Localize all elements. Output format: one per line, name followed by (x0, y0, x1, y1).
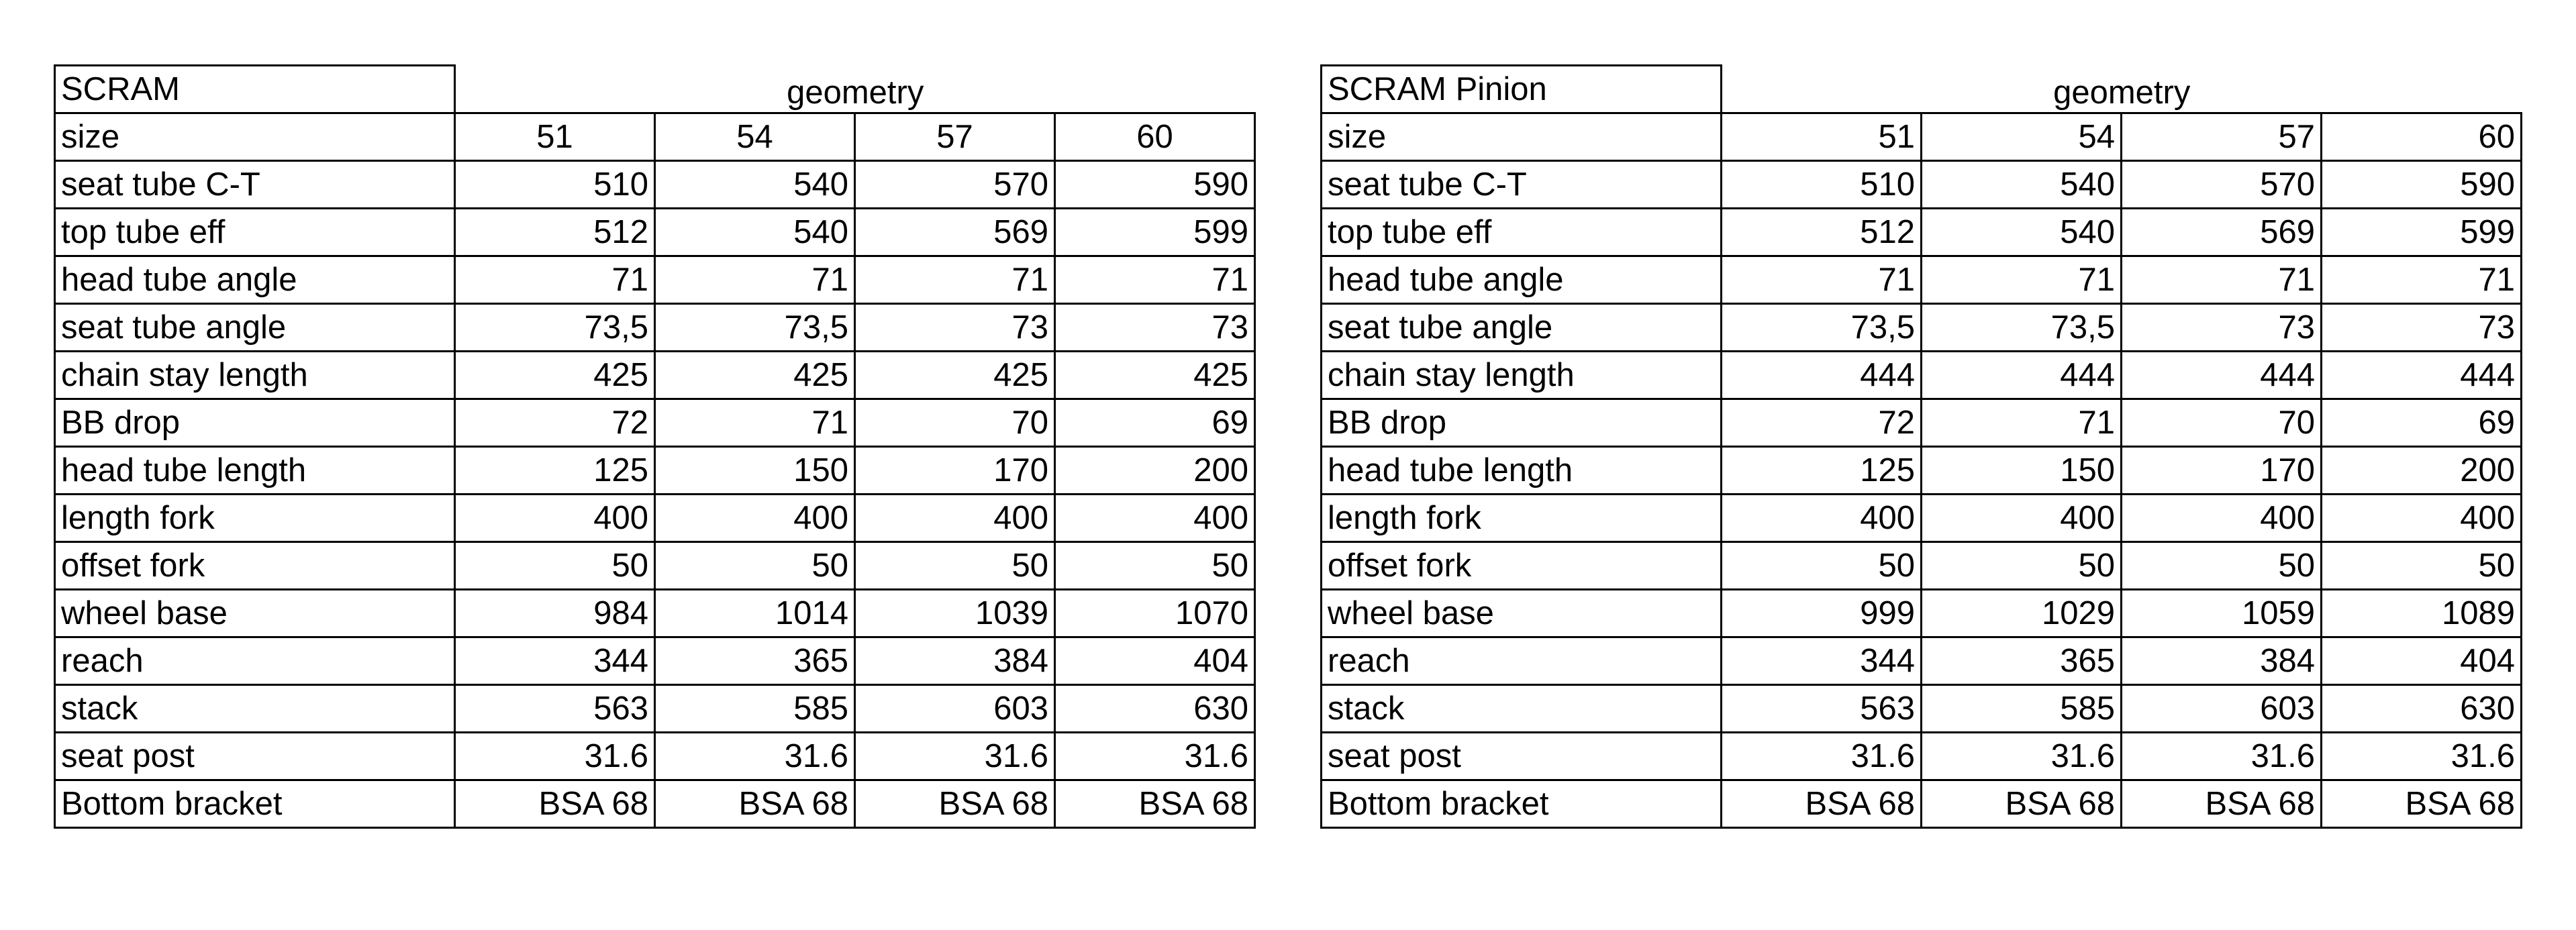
table-row (1322, 685, 2522, 733)
row-label: offset fork (1322, 542, 1722, 590)
value-cell: 603 (2122, 685, 2322, 733)
value-cell: 73,5 (1722, 304, 1922, 352)
value-cell: 569 (855, 209, 1055, 256)
value-cell: 71 (2122, 256, 2322, 304)
header-row (1322, 66, 2522, 113)
row-label: seat tube C-T (55, 161, 455, 209)
value-cell: 569 (2122, 209, 2322, 256)
value-cell: 404 (2322, 637, 2522, 685)
value-cell: 570 (855, 161, 1055, 209)
row-label: head tube length (1322, 447, 1722, 495)
size-header: 60 (2322, 113, 2522, 161)
table-row (1322, 542, 2522, 590)
value-cell: 150 (655, 447, 855, 495)
value-cell: 630 (1055, 685, 1255, 733)
table-row (1322, 304, 2522, 352)
table-row (55, 256, 1255, 304)
value-cell: 71 (655, 399, 855, 447)
value-cell: 984 (455, 590, 655, 637)
geometry-table-body (1322, 66, 2522, 828)
value-cell: 1070 (1055, 590, 1255, 637)
table-row (1322, 447, 2522, 495)
table-row (55, 399, 1255, 447)
value-cell: BSA 68 (2122, 780, 2322, 828)
value-cell: 71 (455, 256, 655, 304)
size-header: 60 (1055, 113, 1255, 161)
row-label: chain stay length (1322, 352, 1722, 399)
value-cell: 73,5 (455, 304, 655, 352)
table-row (55, 542, 1255, 590)
value-cell: 1014 (655, 590, 855, 637)
value-cell: 444 (1722, 352, 1922, 399)
size-header: 54 (655, 113, 855, 161)
value-cell: 50 (455, 542, 655, 590)
value-cell: 70 (855, 399, 1055, 447)
value-cell: BSA 68 (1722, 780, 1922, 828)
value-cell: BSA 68 (1922, 780, 2122, 828)
value-cell: 603 (855, 685, 1055, 733)
value-cell: 400 (1922, 495, 2122, 542)
value-cell: 425 (455, 352, 655, 399)
value-cell: BSA 68 (2322, 780, 2522, 828)
value-cell: 73 (855, 304, 1055, 352)
value-cell: BSA 68 (655, 780, 855, 828)
value-cell: 72 (1722, 399, 1922, 447)
value-cell: 72 (455, 399, 655, 447)
table-title: SCRAM (55, 66, 455, 113)
value-cell: 50 (1922, 542, 2122, 590)
value-cell: 69 (1055, 399, 1255, 447)
value-cell: 170 (2122, 447, 2322, 495)
row-label: wheel base (1322, 590, 1722, 637)
value-cell: 510 (1722, 161, 1922, 209)
row-label: seat post (55, 733, 455, 780)
row-label: length fork (1322, 495, 1722, 542)
value-cell: 71 (2322, 256, 2522, 304)
row-label: stack (1322, 685, 1722, 733)
value-cell: 540 (1922, 209, 2122, 256)
value-cell: 31.6 (1055, 733, 1255, 780)
value-cell: 425 (655, 352, 855, 399)
value-cell: 73 (1055, 304, 1255, 352)
value-cell: 31.6 (855, 733, 1055, 780)
value-cell: 73,5 (1922, 304, 2122, 352)
row-label: Bottom bracket (55, 780, 455, 828)
table-row (1322, 733, 2522, 780)
value-cell: 70 (2122, 399, 2322, 447)
size-header: 51 (1722, 113, 1922, 161)
value-cell: 31.6 (2122, 733, 2322, 780)
table-row (1322, 352, 2522, 399)
row-label: offset fork (55, 542, 455, 590)
value-cell: 540 (655, 161, 855, 209)
value-cell: 599 (1055, 209, 1255, 256)
row-label: head tube length (55, 447, 455, 495)
table-row (55, 304, 1255, 352)
table-row (55, 209, 1255, 256)
table-row (55, 590, 1255, 637)
header-row (55, 66, 1255, 113)
value-cell: BSA 68 (1055, 780, 1255, 828)
table-row (1322, 256, 2522, 304)
value-cell: 540 (1922, 161, 2122, 209)
table-row (1322, 161, 2522, 209)
value-cell: 170 (855, 447, 1055, 495)
value-cell: 73,5 (655, 304, 855, 352)
value-cell: 1059 (2122, 590, 2322, 637)
value-cell: 400 (2122, 495, 2322, 542)
row-label: wheel base (55, 590, 455, 637)
row-label: stack (55, 685, 455, 733)
row-label: BB drop (1322, 399, 1722, 447)
value-cell: BSA 68 (455, 780, 655, 828)
value-cell: 510 (455, 161, 655, 209)
size-header: 54 (1922, 113, 2122, 161)
value-cell: 344 (1722, 637, 1922, 685)
value-cell: 425 (1055, 352, 1255, 399)
size-row (55, 113, 1255, 161)
row-label: seat tube angle (55, 304, 455, 352)
row-label: top tube eff (1322, 209, 1722, 256)
value-cell: 400 (1722, 495, 1922, 542)
table-row (1322, 780, 2522, 828)
value-cell: 1089 (2322, 590, 2522, 637)
value-cell: 71 (1922, 256, 2122, 304)
size-header: 51 (455, 113, 655, 161)
value-cell: 384 (855, 637, 1055, 685)
value-cell: 512 (1722, 209, 1922, 256)
value-cell: 400 (855, 495, 1055, 542)
value-cell: 400 (455, 495, 655, 542)
value-cell: 365 (655, 637, 855, 685)
value-cell: 50 (2122, 542, 2322, 590)
value-cell: 73 (2322, 304, 2522, 352)
row-label: head tube angle (1322, 256, 1722, 304)
size-header: 57 (2122, 113, 2322, 161)
table-row (1322, 399, 2522, 447)
group-label: geometry (1722, 66, 2522, 113)
row-label: top tube eff (55, 209, 455, 256)
value-cell: 400 (1055, 495, 1255, 542)
table-row (1322, 590, 2522, 637)
table-row (1322, 495, 2522, 542)
value-cell: 69 (2322, 399, 2522, 447)
value-cell: 1039 (855, 590, 1055, 637)
value-cell: 344 (455, 637, 655, 685)
value-cell: 444 (2322, 352, 2522, 399)
row-label: chain stay length (55, 352, 455, 399)
value-cell: 71 (855, 256, 1055, 304)
row-label: reach (1322, 637, 1722, 685)
size-header: 57 (855, 113, 1055, 161)
value-cell: 200 (2322, 447, 2522, 495)
table-row (55, 495, 1255, 542)
value-cell: 425 (855, 352, 1055, 399)
value-cell: 50 (2322, 542, 2522, 590)
row-label: seat tube C-T (1322, 161, 1722, 209)
value-cell: 570 (2122, 161, 2322, 209)
geometry-table-scram (54, 64, 1256, 829)
group-label: geometry (455, 66, 1255, 113)
row-label: head tube angle (55, 256, 455, 304)
value-cell: 73 (2122, 304, 2322, 352)
geometry-table-scram-pinion (1320, 64, 2522, 829)
table-row (55, 637, 1255, 685)
value-cell: 50 (1055, 542, 1255, 590)
value-cell: 590 (2322, 161, 2522, 209)
value-cell: 365 (1922, 637, 2122, 685)
value-cell: 71 (1922, 399, 2122, 447)
value-cell: 31.6 (655, 733, 855, 780)
value-cell: 1029 (1922, 590, 2122, 637)
value-cell: 31.6 (1722, 733, 1922, 780)
size-row (1322, 113, 2522, 161)
value-cell: 50 (855, 542, 1055, 590)
value-cell: 31.6 (2322, 733, 2522, 780)
value-cell: 384 (2122, 637, 2322, 685)
value-cell: 200 (1055, 447, 1255, 495)
value-cell: 50 (1722, 542, 1922, 590)
row-label: reach (55, 637, 455, 685)
value-cell: 71 (1055, 256, 1255, 304)
value-cell: 590 (1055, 161, 1255, 209)
table-row (55, 780, 1255, 828)
row-label: BB drop (55, 399, 455, 447)
table-row (55, 161, 1255, 209)
value-cell: 999 (1722, 590, 1922, 637)
value-cell: 512 (455, 209, 655, 256)
value-cell: 599 (2322, 209, 2522, 256)
value-cell: 71 (655, 256, 855, 304)
table-row (55, 447, 1255, 495)
value-cell: 585 (1922, 685, 2122, 733)
value-cell: 125 (1722, 447, 1922, 495)
table-row (55, 733, 1255, 780)
table-row (1322, 209, 2522, 256)
table-title: SCRAM Pinion (1322, 66, 1722, 113)
table-row (1322, 637, 2522, 685)
value-cell: 150 (1922, 447, 2122, 495)
value-cell: 630 (2322, 685, 2522, 733)
value-cell: 71 (1722, 256, 1922, 304)
value-cell: 444 (2122, 352, 2322, 399)
row-label: Bottom bracket (1322, 780, 1722, 828)
value-cell: 563 (455, 685, 655, 733)
value-cell: 585 (655, 685, 855, 733)
value-cell: 400 (655, 495, 855, 542)
row-label: size (1322, 113, 1722, 161)
value-cell: 444 (1922, 352, 2122, 399)
value-cell: 50 (655, 542, 855, 590)
value-cell: 404 (1055, 637, 1255, 685)
row-label: seat post (1322, 733, 1722, 780)
row-label: length fork (55, 495, 455, 542)
value-cell: 540 (655, 209, 855, 256)
value-cell: 125 (455, 447, 655, 495)
table-row (55, 352, 1255, 399)
row-label: seat tube angle (1322, 304, 1722, 352)
value-cell: 31.6 (455, 733, 655, 780)
table-row (55, 685, 1255, 733)
geometry-table-body (55, 66, 1255, 828)
value-cell: 563 (1722, 685, 1922, 733)
value-cell: BSA 68 (855, 780, 1055, 828)
value-cell: 400 (2322, 495, 2522, 542)
row-label: size (55, 113, 455, 161)
value-cell: 31.6 (1922, 733, 2122, 780)
